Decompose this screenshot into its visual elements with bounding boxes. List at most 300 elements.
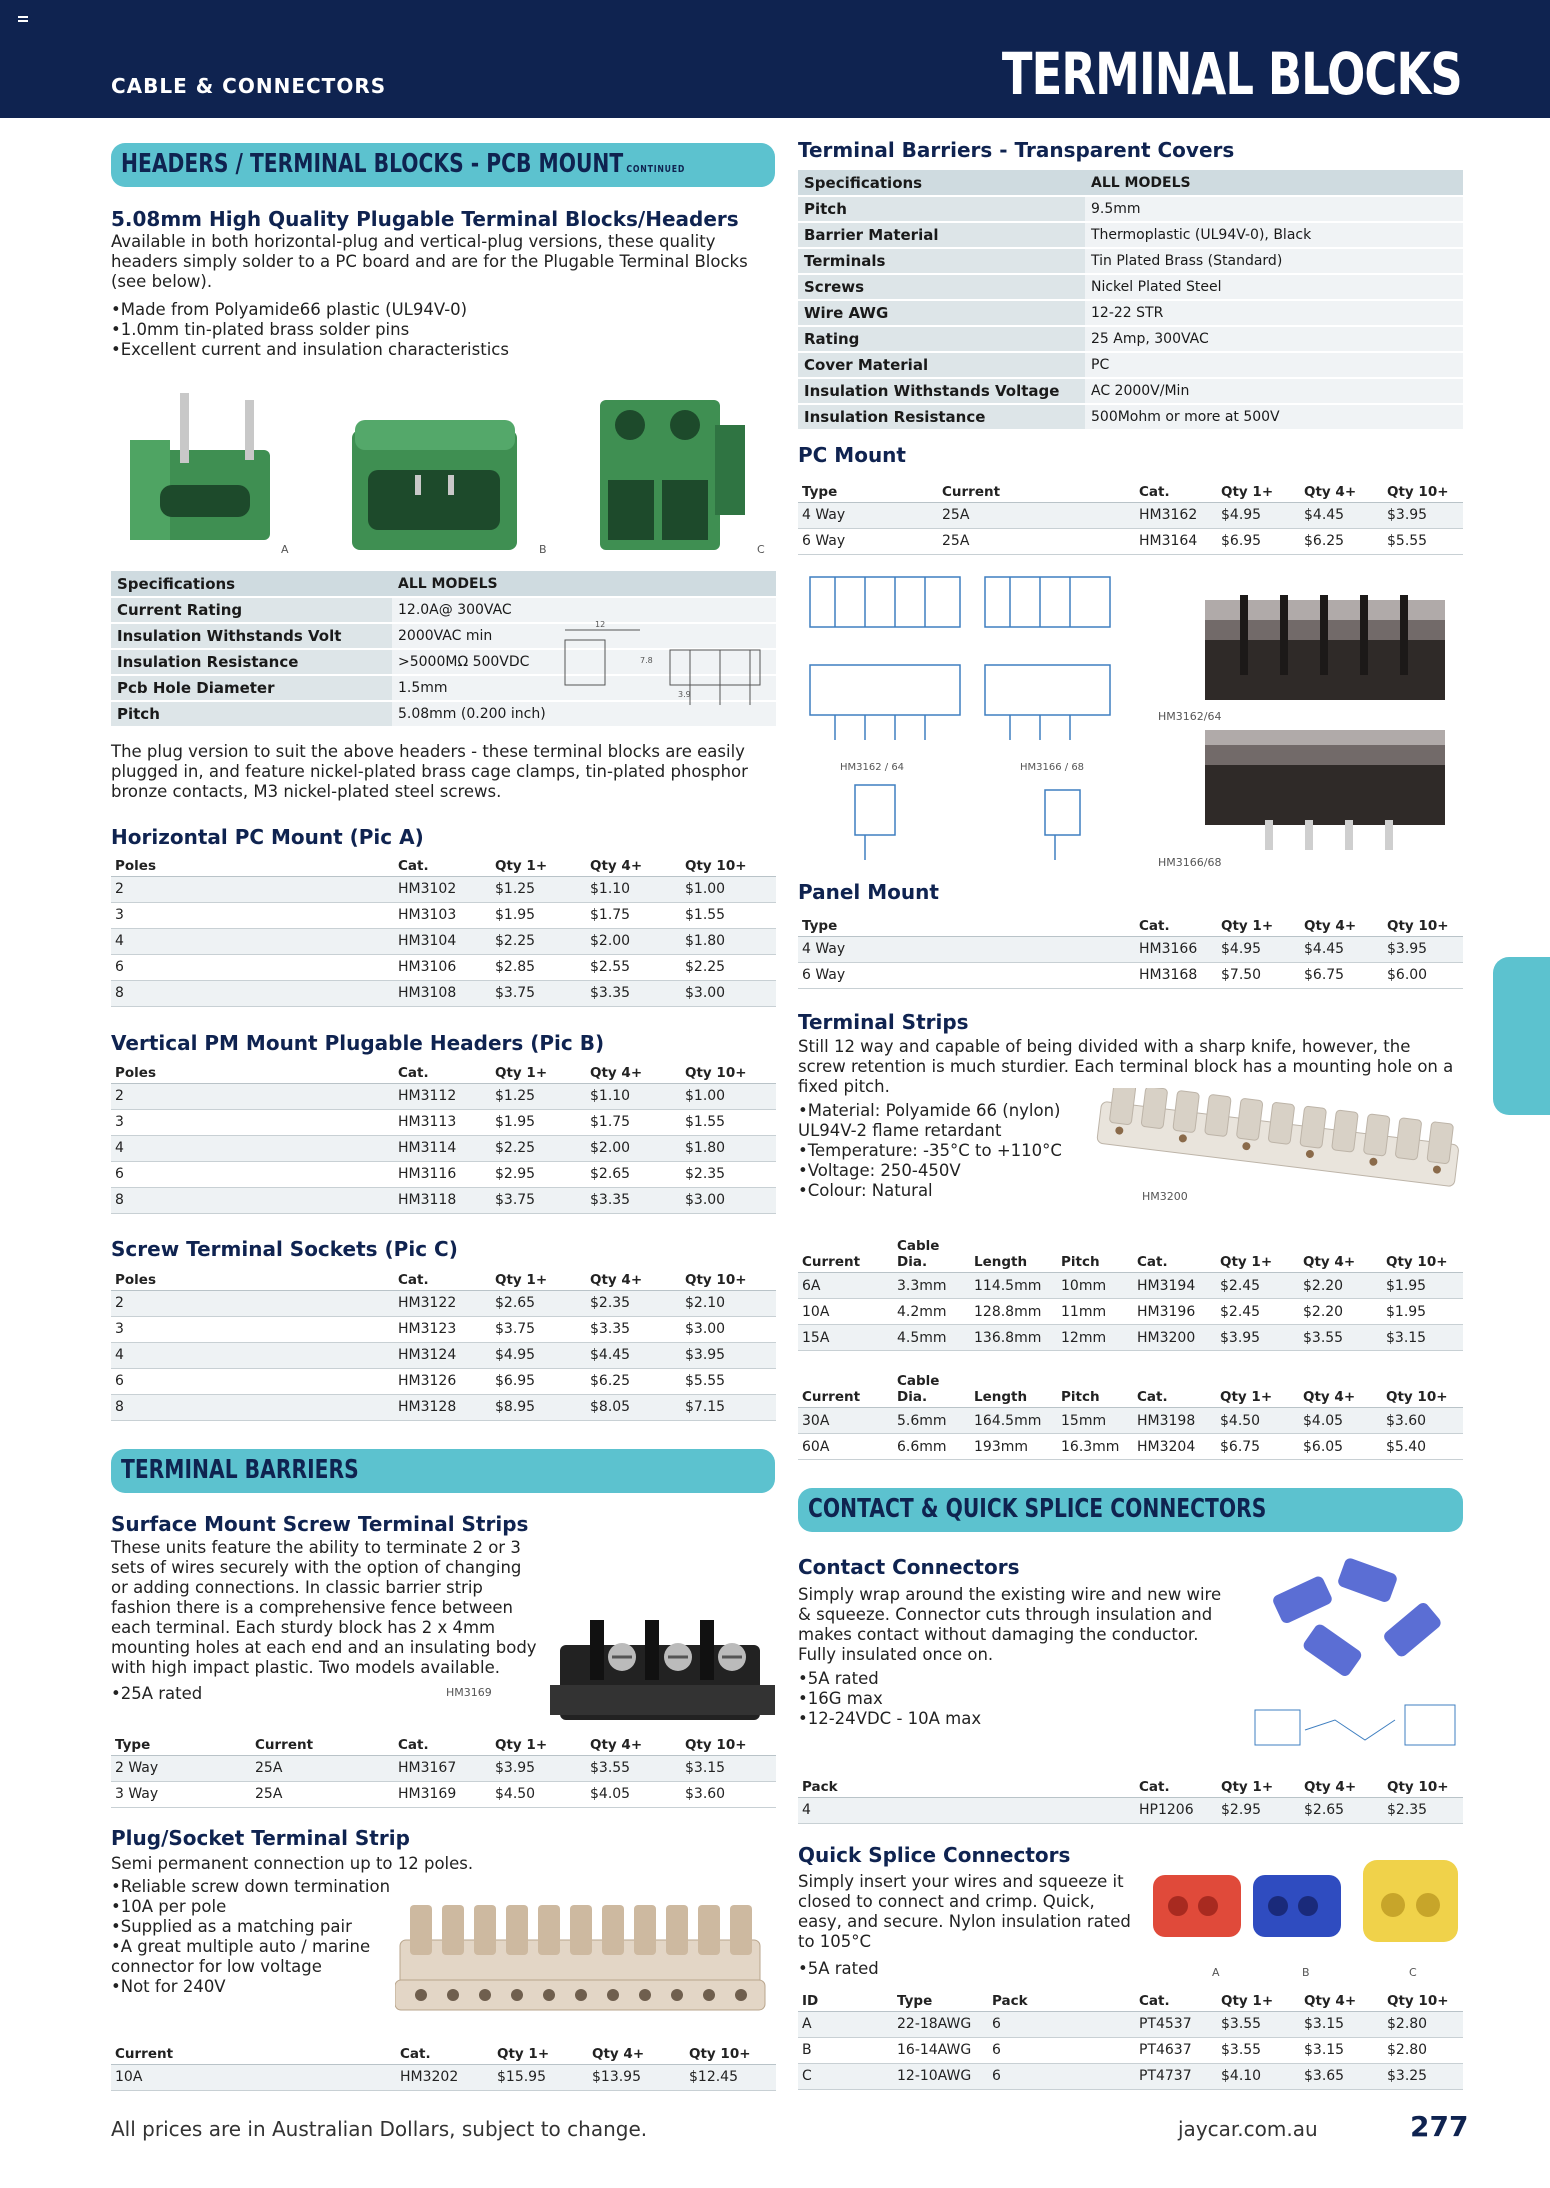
pic-label-a: A <box>281 543 289 556</box>
table-row <box>798 2063 1463 2089</box>
cell: 15mm <box>1057 1408 1133 1434</box>
cell: HM3128 <box>394 1394 491 1420</box>
dim-label: 3.9 <box>678 690 691 699</box>
cell: $3.35 <box>586 1316 681 1342</box>
cell: 15A <box>798 1325 893 1351</box>
cell: $3.95 <box>491 1755 586 1781</box>
cell: $2.25 <box>491 1135 586 1161</box>
table-row <box>798 1273 1463 1299</box>
cell: $3.65 <box>1300 2063 1383 2089</box>
cell: $3.95 <box>1383 502 1463 528</box>
strips-text: Still 12 way and capable of being divided with a sharp knife, however, the screw retention is much sturdier. Each terminal block has a mounting hole on a fixed pitch. <box>798 1037 1454 1096</box>
spec-label: Pitch <box>798 196 1085 222</box>
barrier-photos <box>1195 590 1465 870</box>
cell: C <box>798 2063 893 2089</box>
table-row <box>111 1316 776 1342</box>
cell: HM3108 <box>394 980 491 1006</box>
bullet: • 1.0mm tin-plated brass solder pins <box>111 320 771 340</box>
cell: $3.15 <box>1300 2011 1383 2037</box>
spec-value: Nickel Plated Steel <box>1085 274 1463 300</box>
contact-connector-picture <box>1245 1545 1465 1760</box>
cell: 60A <box>798 1434 893 1460</box>
table-row <box>111 2064 776 2090</box>
cell: 2 <box>111 1290 394 1316</box>
col-header: ID <box>798 1985 893 2011</box>
cell: $3.35 <box>586 1187 681 1213</box>
cell: 6.6mm <box>893 1434 970 1460</box>
col-header: Qty 1+ <box>1216 1371 1299 1408</box>
footer-note: All prices are in Australian Dollars, subject to change. <box>111 2117 648 2141</box>
cell: $2.35 <box>1383 1797 1463 1823</box>
dim-label: 12 <box>595 620 606 629</box>
cell: $6.75 <box>1216 1434 1299 1460</box>
bullet: • Not for 240V <box>111 1977 401 1997</box>
table-row <box>111 876 776 902</box>
cell: 2 <box>111 1083 394 1109</box>
cell: 136.8mm <box>970 1325 1057 1351</box>
col-header: Qty 10+ <box>681 1264 776 1290</box>
cell: 12-10AWG <box>893 2063 988 2089</box>
bullet: • Voltage: 250-450V <box>798 1161 1088 1181</box>
table-row <box>111 1161 776 1187</box>
col-header: Pitch <box>1057 1236 1133 1273</box>
cell: $6.95 <box>1217 528 1300 554</box>
barrier-technical-drawings <box>805 565 1160 875</box>
spec-value: 9.5mm <box>1085 196 1463 222</box>
cell: $1.25 <box>491 876 586 902</box>
spec-label: Cover Material <box>798 352 1085 378</box>
splice-a <box>1153 1875 1241 1937</box>
bullet: • Supplied as a matching pair <box>111 1917 401 1937</box>
table-row <box>798 962 1463 988</box>
cell: 4.5mm <box>893 1325 970 1351</box>
col-header: Qty 4+ <box>1300 1985 1383 2011</box>
col-header: Qty 4+ <box>1300 1771 1383 1797</box>
bullet: • Material: Polyamide 66 (nylon) UL94V-2 flame retardant <box>798 1101 1088 1141</box>
cell: $4.10 <box>1217 2063 1300 2089</box>
col-header: Qty 1+ <box>1217 476 1300 502</box>
spec-label: Insulation Resistance <box>111 649 392 675</box>
cell: 16.3mm <box>1057 1434 1133 1460</box>
col-header: Qty 4+ <box>586 1057 681 1083</box>
cell: $1.95 <box>1382 1299 1463 1325</box>
col-header: Current <box>798 1236 893 1273</box>
continued-label: CONTINUED <box>626 164 686 175</box>
bullet: • Temperature: -35°C to +110°C <box>798 1141 1088 1161</box>
cell: HM3169 <box>394 1781 491 1807</box>
plug-text: The plug version to suit the above headers - these terminal blocks are easily plugged in, and feature nickel-plated brass cage clamps, tin-plated phosphor bronze contacts, M3 nickel-plated steel screws. <box>111 742 748 801</box>
spec-value: Tin Plated Brass (Standard) <box>1085 248 1463 274</box>
spec-label: Pcb Hole Diameter <box>111 675 392 701</box>
barrier-photo-panel <box>1205 730 1445 850</box>
surface-caption: HM3169 <box>446 1686 492 1699</box>
strips-table-2 <box>798 1371 1463 1460</box>
cell: 193mm <box>970 1434 1057 1460</box>
bullet: • 12-24VDC - 10A max <box>798 1709 1148 1729</box>
cell: HM3104 <box>394 928 491 954</box>
table-row <box>111 1135 776 1161</box>
footer-site[interactable]: jaycar.com.au <box>1178 2117 1318 2141</box>
table-row <box>798 1434 1463 1460</box>
photo-caption: HM3166/68 <box>1158 856 1222 869</box>
cell: $2.85 <box>491 954 586 980</box>
cell: $2.95 <box>1217 1797 1300 1823</box>
barriers-pill-label: TERMINAL BARRIERS <box>121 1455 359 1485</box>
pc-mount-title: PC Mount <box>798 443 906 467</box>
menu-icon[interactable] <box>18 16 28 26</box>
cell: $12.45 <box>685 2064 776 2090</box>
cell: $3.55 <box>586 1755 681 1781</box>
spec-label: Terminals <box>798 248 1085 274</box>
col-header: Cat. <box>1135 910 1217 936</box>
table-row <box>798 1325 1463 1351</box>
table-row <box>798 1797 1463 1823</box>
cell: 10A <box>798 1299 893 1325</box>
col-header: Current <box>251 1729 394 1755</box>
cell: $3.75 <box>491 980 586 1006</box>
col-header: Cat. <box>1135 476 1217 502</box>
cell: $8.05 <box>586 1394 681 1420</box>
table-row <box>798 1408 1463 1434</box>
col-header: Type <box>798 910 1135 936</box>
col-header: Type <box>893 1985 988 2011</box>
cell: HM3114 <box>394 1135 491 1161</box>
cell: $2.65 <box>1300 1797 1383 1823</box>
bullet: • 5A rated <box>798 1959 1098 1979</box>
cell: $3.95 <box>1383 936 1463 962</box>
cell: HM3196 <box>1133 1299 1216 1325</box>
cell: 6 <box>111 1368 394 1394</box>
cell: PT4537 <box>1135 2011 1217 2037</box>
cell: 2 Way <box>111 1755 251 1781</box>
col-header: Qty 4+ <box>588 2038 685 2064</box>
table-row <box>111 1083 776 1109</box>
cell: $8.95 <box>491 1394 586 1420</box>
cell: $2.95 <box>491 1161 586 1187</box>
cell: $1.25 <box>491 1083 586 1109</box>
cell: HM3126 <box>394 1368 491 1394</box>
col-header: Cat. <box>1133 1236 1216 1273</box>
splice-label-a: A <box>1212 1966 1220 1979</box>
table-row <box>798 936 1463 962</box>
cell: HM3123 <box>394 1316 491 1342</box>
cell: $1.55 <box>681 1109 776 1135</box>
col-header: Qty 1+ <box>1216 1236 1299 1273</box>
cell: 6 Way <box>798 962 1135 988</box>
bullet: • A great multiple auto / marine connector for low voltage <box>111 1937 401 1977</box>
col-header: Qty 1+ <box>491 1264 586 1290</box>
cell: 4 <box>111 1342 394 1368</box>
header-pic-c <box>600 400 745 550</box>
cell: $4.05 <box>1299 1408 1382 1434</box>
col-header: Length <box>970 1371 1057 1408</box>
spec-value: 12-22 STR <box>1085 300 1463 326</box>
cell: $6.05 <box>1299 1434 1382 1460</box>
drawing-caption: HM3166 / 68 <box>1020 762 1085 773</box>
table-row <box>111 1394 776 1420</box>
table-row <box>111 1290 776 1316</box>
table-row <box>111 1755 776 1781</box>
table-row <box>798 2011 1463 2037</box>
cell: 3 <box>111 902 394 928</box>
splice-pill-label: CONTACT & QUICK SPLICE CONNECTORS <box>808 1494 1267 1524</box>
cell: $3.75 <box>491 1316 586 1342</box>
spec-value: 25 Amp, 300VAC <box>1085 326 1463 352</box>
col-header: Qty 10+ <box>681 1057 776 1083</box>
cell: $2.80 <box>1383 2037 1463 2063</box>
strips-bullets <box>798 1101 1088 1201</box>
cell: HM3113 <box>394 1109 491 1135</box>
col-header: Qty 10+ <box>685 2038 776 2064</box>
col-header: Qty 4+ <box>586 850 681 876</box>
col-header: Qty 1+ <box>491 850 586 876</box>
page-title: TERMINAL BLOCKS <box>1002 40 1462 108</box>
col-header: Qty 10+ <box>1382 1236 1463 1273</box>
cell: 4.2mm <box>893 1299 970 1325</box>
cell: 8 <box>111 1187 394 1213</box>
cell: 6 <box>988 2063 1135 2089</box>
col-header: Cat. <box>394 850 491 876</box>
bullet: • 25A rated <box>111 1684 411 1704</box>
cell: 25A <box>251 1755 394 1781</box>
col-header: Qty 4+ <box>1299 1236 1382 1273</box>
cell: A <box>798 2011 893 2037</box>
spec-value: 2000VAC min <box>392 623 776 649</box>
cell: $3.95 <box>1216 1325 1299 1351</box>
plug-socket-picture <box>395 1895 775 2025</box>
col-header: Qty 10+ <box>681 850 776 876</box>
col-header: Poles <box>111 1057 394 1083</box>
table-row <box>111 1368 776 1394</box>
cell: $2.35 <box>681 1161 776 1187</box>
headers-pill-label: HEADERS / TERMINAL BLOCKS - PCB MOUNT <box>121 149 624 179</box>
cell: 25A <box>938 502 1135 528</box>
dim-label: 7.8 <box>640 656 653 665</box>
bullet: • Made from Polyamide66 plastic (UL94V-0) <box>111 300 771 320</box>
photo-caption: HM3162/64 <box>1158 710 1222 723</box>
col-header: Type <box>798 476 938 502</box>
col-header: Qty 4+ <box>586 1729 681 1755</box>
cell: $4.50 <box>491 1781 586 1807</box>
splice-c <box>1363 1860 1458 1942</box>
cell: 10mm <box>1057 1273 1133 1299</box>
page-number: 277 <box>1410 2110 1469 2143</box>
cell: 5.6mm <box>893 1408 970 1434</box>
bullet: • Excellent current and insulation characteristics <box>111 340 771 360</box>
spec-value: Thermoplastic (UL94V-0), Black <box>1085 222 1463 248</box>
table-row <box>798 502 1463 528</box>
col-header: Cable Dia. <box>893 1371 970 1408</box>
cell: $1.75 <box>586 902 681 928</box>
cell: 3.3mm <box>893 1273 970 1299</box>
spec-value: 1.5mm <box>392 675 776 701</box>
surface-table <box>111 1729 776 1808</box>
col-header: Cat. <box>394 1729 491 1755</box>
cell: $5.55 <box>1383 528 1463 554</box>
cell: $6.95 <box>491 1368 586 1394</box>
cell: $6.25 <box>586 1368 681 1394</box>
cell: HM3164 <box>1135 528 1217 554</box>
cell: 8 <box>111 1394 394 1420</box>
cell: $3.35 <box>586 980 681 1006</box>
contact-text: Simply wrap around the existing wire and new wire & squeeze. Connector cuts through insulation and makes contact without damaging the conductor. Fully insulated once on. <box>798 1585 1222 1664</box>
col-header: Cat. <box>394 1057 491 1083</box>
plugable-text: Available in both horizontal-plug and vertical-plug versions, these quality headers simply solder to a PC board and are for the Plugable Terminal Blocks (see below). <box>111 232 748 291</box>
col-header: Qty 10+ <box>681 1729 776 1755</box>
cell: $4.95 <box>1217 936 1300 962</box>
cell: 114.5mm <box>970 1273 1057 1299</box>
cell: $4.45 <box>586 1342 681 1368</box>
cell: $2.65 <box>491 1290 586 1316</box>
plug-socket-title: Plug/Socket Terminal Strip <box>111 1826 410 1850</box>
cell: $1.10 <box>586 876 681 902</box>
cell: $2.10 <box>681 1290 776 1316</box>
barriers-pill <box>111 1449 775 1493</box>
cell: 12mm <box>1057 1325 1133 1351</box>
cell: $3.00 <box>681 1187 776 1213</box>
cell: HM3194 <box>1133 1273 1216 1299</box>
vert-title: Vertical PM Mount Plugable Headers (Pic B) <box>111 1031 605 1055</box>
bullet: • 16G max <box>798 1689 1148 1709</box>
cell: 6 <box>111 1161 394 1187</box>
spec-label: Wire AWG <box>798 300 1085 326</box>
cell: $2.25 <box>681 954 776 980</box>
col-header: Qty 1+ <box>491 1729 586 1755</box>
col-header: Qty 1+ <box>491 1057 586 1083</box>
cell: $2.35 <box>586 1290 681 1316</box>
cell: $2.45 <box>1216 1273 1299 1299</box>
col-header: Qty 10+ <box>1382 1371 1463 1408</box>
cell: 4 <box>111 1135 394 1161</box>
spec-label: Insulation Resistance <box>798 404 1085 430</box>
cell: $3.00 <box>681 980 776 1006</box>
cell: $2.45 <box>1216 1299 1299 1325</box>
cell: HM3166 <box>1135 936 1217 962</box>
col-header: Current <box>938 476 1135 502</box>
spec-header: ALL MODELS <box>392 571 776 597</box>
cell: $7.50 <box>1217 962 1300 988</box>
screw-title: Screw Terminal Sockets (Pic C) <box>111 1237 458 1261</box>
cell: 6 Way <box>798 528 938 554</box>
cell: $2.20 <box>1299 1299 1382 1325</box>
cell: HM3198 <box>1133 1408 1216 1434</box>
cell: $3.95 <box>681 1342 776 1368</box>
quick-title: Quick Splice Connectors <box>798 1843 1071 1867</box>
cell: $4.45 <box>1300 502 1383 528</box>
cell: $2.00 <box>586 1135 681 1161</box>
table-row <box>111 980 776 1006</box>
strips-table-1 <box>798 1236 1463 1351</box>
col-header: Length <box>970 1236 1057 1273</box>
bullet: • 5A rated <box>798 1669 1148 1689</box>
cell: HM3122 <box>394 1290 491 1316</box>
cell: $2.00 <box>586 928 681 954</box>
col-header: Poles <box>111 850 394 876</box>
cell: PT4637 <box>1135 2037 1217 2063</box>
header-pictures <box>130 385 770 560</box>
cell: 4 <box>798 1797 1135 1823</box>
col-header: Cat. <box>1135 1771 1217 1797</box>
cell: 6 <box>988 2011 1135 2037</box>
horiz-table <box>111 850 776 1007</box>
cell: 16-14AWG <box>893 2037 988 2063</box>
cell: 6 <box>988 2037 1135 2063</box>
section-side-tab[interactable] <box>1493 957 1550 1115</box>
col-header: Cat. <box>1135 1985 1217 2011</box>
table-row <box>798 2037 1463 2063</box>
cell: $4.45 <box>1300 936 1383 962</box>
spec-value: AC 2000V/Min <box>1085 378 1463 404</box>
quick-table <box>798 1985 1463 2090</box>
page-banner <box>0 0 1550 118</box>
barrier-photo-pc <box>1205 595 1445 700</box>
spec-label: Pitch <box>111 701 392 727</box>
spec-label: Rating <box>798 326 1085 352</box>
spec-label: Screws <box>798 274 1085 300</box>
vert-table <box>111 1057 776 1214</box>
spec-header: Specifications <box>111 571 392 597</box>
cell: $1.00 <box>681 1083 776 1109</box>
plug-socket-table <box>111 2038 776 2091</box>
cell: $1.00 <box>681 876 776 902</box>
spec-label: Insulation Withstands Volt <box>111 623 392 649</box>
cell: HM3124 <box>394 1342 491 1368</box>
cell: 10A <box>111 2064 396 2090</box>
spec-header: ALL MODELS <box>1085 170 1463 196</box>
contact-title: Contact Connectors <box>798 1555 1020 1579</box>
cell: $2.80 <box>1383 2011 1463 2037</box>
cell: $5.40 <box>1382 1434 1463 1460</box>
contact-table <box>798 1771 1463 1824</box>
cell: 30A <box>798 1408 893 1434</box>
cell: B <box>798 2037 893 2063</box>
cell: PT4737 <box>1135 2063 1217 2089</box>
col-header: Poles <box>111 1264 394 1290</box>
drawing-caption: HM3162 / 64 <box>840 762 905 773</box>
cell: $3.60 <box>1382 1408 1463 1434</box>
col-header: Current <box>798 1371 893 1408</box>
cell: $3.15 <box>1300 2037 1383 2063</box>
spec-value: 500Mohm or more at 500V <box>1085 404 1463 430</box>
col-header: Cat. <box>396 2038 493 2064</box>
cell: $1.75 <box>586 1109 681 1135</box>
strips-caption: HM3200 <box>1142 1190 1188 1203</box>
cell: $4.95 <box>491 1342 586 1368</box>
cell: $1.80 <box>681 1135 776 1161</box>
transparent-title: Terminal Barriers - Transparent Covers <box>798 138 1235 162</box>
cell: $15.95 <box>493 2064 588 2090</box>
cell: HM3112 <box>394 1083 491 1109</box>
plugable-bullets <box>111 300 771 360</box>
plugable-title: 5.08mm High Quality Plugable Terminal Blocks/Headers <box>111 207 739 231</box>
pic-label-b: B <box>539 543 547 556</box>
cell: 25A <box>251 1781 394 1807</box>
cell: $6.25 <box>1300 528 1383 554</box>
col-header: Qty 4+ <box>1300 476 1383 502</box>
col-header: Pack <box>988 1985 1135 2011</box>
cell: 3 Way <box>111 1781 251 1807</box>
section-title: CABLE & CONNECTORS <box>111 74 387 98</box>
bullet: • Colour: Natural <box>798 1181 1088 1201</box>
cell: 6 <box>111 954 394 980</box>
spec-label: Insulation Withstands Voltage <box>798 378 1085 404</box>
cell: $1.55 <box>681 902 776 928</box>
cell: $1.10 <box>586 1083 681 1109</box>
cell: HM3118 <box>394 1187 491 1213</box>
cell: 4 Way <box>798 936 1135 962</box>
cell: $3.55 <box>1217 2011 1300 2037</box>
table-row <box>111 1342 776 1368</box>
